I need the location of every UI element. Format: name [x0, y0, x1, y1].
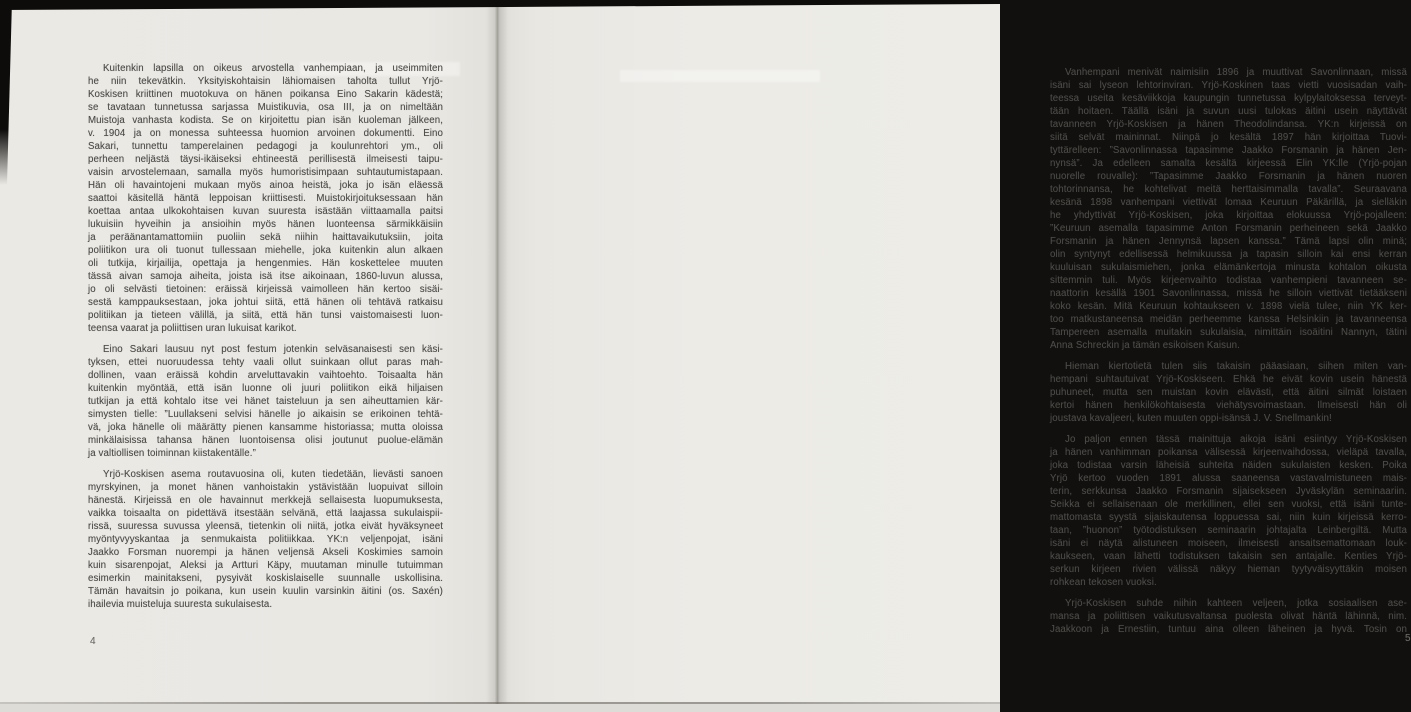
text-line: serkun kirjeen rivien välissä näkyy hieman tyytyväisyyttäkin moisen [1050, 564, 1407, 575]
paragraph [1050, 597, 1407, 636]
text-line: perheen neljästä täysi-ikäiseksi ehtineestä perillisestä ilmeisesti taipu- [88, 154, 443, 165]
text-line: ja peräänantamattomiin puoliin sekä niihin haittavaikutuksiin, joita [88, 232, 443, 243]
text-line: Forsmanin ja hänen Jennynsä lapsen kanssa.” Tämä lapsi olin minä; [1050, 236, 1407, 247]
text-line: tässä aivan samoja aiheita, joista isä itse aikoinaan, 1860-luvun alussa, [88, 271, 443, 282]
text-line: Hieman kiertotietä tulen siis takaisin pääasiaan, siihen miten van- [1065, 361, 1407, 372]
text-line: oli tutkija, kirjailija, opettaja ja hengenmies. Hän koskettelee muuten [88, 258, 443, 269]
paragraph [88, 62, 443, 335]
text-line: Tämän havaitsin jo poikana, kun usein kuulin varsinkin äitini (os. Saxén) [88, 586, 443, 597]
text-line: kuin sisarenpojat, Aleksi ja Artturi Käpy, muutaman minulle tutuimman [88, 560, 443, 571]
right-page-text [1050, 66, 1407, 636]
text-line: mansa ja poliittisen vaikutusvaltansa puolesta olivat häntä lähinnä, nim. [1050, 611, 1407, 622]
text-line: Vanhempani menivät naimisiin 1896 ja muuttivat Savonlinnaan, missä [1065, 67, 1407, 78]
text-line: rissä, suuressa suvussa yleensä, tietenkin oli niitä, jotka eivät hyväksyneet [88, 521, 443, 532]
text-line: tyksen, ettei nuoruudessa tehty vaali ollut suinkaan ollut paras mah- [88, 357, 443, 368]
text-line: tavanneen Yrjö-Koskisen ja hänen Theodolindansa. YK:n kirjeissä on [1050, 119, 1407, 130]
text-line: ja valtiollisen toiminnan kiistakentälle.” [88, 448, 256, 459]
text-line: joustava kavaljeeri, kuten muuten oppi-isänsä J. V. Snellmankin! [1050, 413, 1332, 424]
text-line: he yhdyttivät Yrjö-Koskisen, joka kirjoittaa elokuussa Yrjö-pojalleen: [1050, 210, 1407, 221]
text-line: hempani suhtautuivat Yrjö-Koskiseen. Ehkä he eivät kovin usein hänestä [1050, 374, 1407, 385]
text-line: taan, ”huonon” työtodistuksen seminaarin johtajalta Leinbergiltä. Mutta [1050, 525, 1407, 536]
text-line: isäni ei näytä alistuneen moiseen, ilmeisesti ansaitsemattomaan louk- [1050, 538, 1407, 549]
text-line: Eino Sakari lausuu nyt post festum jotenkin selväsanaisesti sen käsi- [103, 344, 443, 355]
text-line: Yrjö kertoo vuoden 1891 alussa saaneensa vastavalmistuneen mais- [1050, 473, 1407, 484]
text-line: tyttärelleen: ”Savonlinnassa tapasimme Jaakko Forsmanin ja hänen Jen- [1050, 145, 1407, 156]
text-line: vaikka toisaalta on pidettävä itsestään selvänä, että laajassa sukulaispii- [88, 508, 443, 519]
text-line: Seikka ei sellaisenaan ole merkillinen, ellei sen vuoksi, että isäni tunte- [1050, 499, 1407, 510]
text-line: puhuneet, mutta sen muistan kovin elävästi, että äitini silmät loistaen [1050, 387, 1407, 398]
text-line: Hän oli havaintojeni mukaan myös ainoa heistä, joka jo isän eläessä [88, 180, 443, 191]
text-line: vaisin arvostelemaan, samalla myös humoristisimpaan suhtautumistapaan. [88, 167, 443, 178]
text-line: ja hänen vanhimman poikansa välisessä kirjeenvaihdossa, vieläpä tavalla, [1050, 447, 1407, 458]
text-line: naattorin kesällä 1901 Savonlinnassa, missä he silloin viettivät tietääkseni [1050, 288, 1407, 299]
left-page [0, 0, 497, 712]
text-line: tään hoitaen. Täällä isäni ja suvun uusi tulokas äitini usein näyttävät [1050, 106, 1407, 117]
page-number: 5 [1405, 633, 1411, 644]
text-line: sittemmin tuli. Myös kirjeenvaihto todistaa vanhempieni tavanneen se- [1050, 275, 1407, 286]
text-line: terin, serkkunsa Jaakko Forsmanin sijaisekseen Jyväskylän seminaariin. [1050, 486, 1407, 497]
text-line: politiikan ja tieteen välillä, ja siitä, että hän tunsi vaistomaisesti luon- [88, 310, 443, 321]
right-page [497, 0, 1411, 712]
paragraph [1050, 360, 1407, 425]
text-line: he niin tekevätkin. Yksityiskohtaisin lähiomaisen taholta tullut Yrjö- [88, 76, 443, 87]
text-line: Tampereen asemalla muitakin sukulaisia, nimittäin isoäitini Nannyn, tätini [1050, 327, 1407, 338]
text-line: Kuitenkin lapsilla on oikeus arvostella vanhempiaan, ja useimmiten [103, 63, 443, 74]
paragraph [1050, 433, 1407, 589]
text-line: Koskisen kriittinen muotokuva on hänen poikansa Eino Sakarin kädestä; [88, 89, 443, 100]
scan-artifact [620, 70, 820, 82]
book-bottom-edge [0, 702, 1000, 704]
text-line: nynsä”. Ja edelleen samalta kesältä kirjeessä Elin YK:lle (Yrjö-pojan [1050, 158, 1407, 169]
text-line: siitä selvät maininnat. Niinpä jo kesältä 1897 hän kirjoittaa Tuovi- [1050, 132, 1407, 143]
text-line: kuuluisan sukulaismiehen, jonka elämänkertoja minusta kohtalon oikusta [1050, 262, 1407, 273]
text-line: saattoi käsitellä häntä leppoisan kriittisesti. Muistokirjoituksessaan hän [88, 193, 443, 204]
text-line: isäni sai lyseon lehtorinviran. Yrjö-Koskinen taas vietti vuosisadan vaih- [1050, 80, 1407, 91]
text-line: nuorelle rouvalle): ”Tapasimme Jaakko Forsmanin ja hänen nuoren [1050, 171, 1407, 182]
book-gutter-shadow [486, 0, 508, 712]
text-line: kesänä 1898 vanhempani viettivät lomaa Keuruun Päkärillä, ja sielläkin [1050, 197, 1407, 208]
text-line: Muistoja vanhasta kodista. Se on kirjoitettu pian isän kuoleman jälkeen, [88, 115, 443, 126]
text-line: kuitenkin myöntää, että isän luonne oli juuri poliitikon eikä hiljaisen [88, 383, 443, 394]
text-line: tohtorinnansa, he kohtelivat meitä herttaisimmalla tavalla”. Seuraavana [1050, 184, 1407, 195]
text-line: joka todistaa varsin läheisiä suhteita näiden sukulaisten kesken. Poika [1050, 460, 1407, 471]
text-line: Jo paljon ennen tässä mainittuja aikoja isäni esiintyy Yrjö-Koskisen [1065, 434, 1407, 445]
text-line: se tavataan tunnetussa sarjassa Muistikuvia, osa III, ja on nimeltään [88, 102, 443, 113]
scan-bottom-surface [0, 704, 1000, 712]
text-line: too matkustaneensa meidän perheemme kanssa Helsinkiin ja tavanneensa [1050, 314, 1407, 325]
text-line: Jaakkoon ja Ernestiin, tuntuu aina olleen läheinen ja hyvä. Tosin on [1050, 624, 1407, 635]
text-line: Yrjö-Koskisen suhde niihin kahteen veljeen, jotka sosiaalisen ase- [1065, 598, 1407, 609]
text-line: v. 1904 ja on monessa suhteessa huomion arvoinen dokumentti. Eino [88, 128, 443, 139]
text-line: tutkijan ja että kohtalo itse vei hänet taisteluun ja sen aiheuttamien kär- [88, 396, 443, 407]
text-line: rohkean tekosen vuoksi. [1050, 577, 1157, 588]
text-line: minkälaisissa tahansa hänen luontoisensa olisi joutunut puolue-elämän [88, 435, 443, 446]
paragraph [88, 343, 443, 460]
text-line: hänestä. Kirjeissä en ole havainnut merkkejä sellaisesta luopumuksesta, [88, 495, 443, 506]
text-line: ihailevia muisteluja suuresta sukulaisesta. [88, 599, 273, 610]
text-line: kertoi hänen henkilökohtaisesta viehätysvoimastaan. Ilmeisesti hän oli [1050, 400, 1407, 411]
text-line: koko kesän. Mitä Keuruun kohtaukseen v. 1898 vielä tulee, niin YK ker- [1050, 301, 1407, 312]
text-line: Sakari, tunnettu tamperelainen pedagogi ja koulunrehtori ym., oli [88, 141, 443, 152]
text-line: teensa vaarat ja poliittisen uran lukuisat karikot. [88, 323, 297, 334]
text-line: vä, joka hänelle oli määrätty pienen kansamme historiassa; mutta oloissa [88, 422, 443, 433]
text-line: koettaa antaa ulkokohtaisen kuvan suuresta isästään viittaamalla paitsi [88, 206, 443, 217]
text-line: poliitikon ura oli tuonut tullessaan miehelle, joka kuitenkin alun alkaen [88, 245, 443, 256]
text-line: esimerkin mainitakseni, pysyivät koskislaiselle suunnalle uskollisina. [88, 573, 443, 584]
paragraph [1050, 66, 1407, 352]
text-line: lukuisiin hyveihin ja ansioihin myös hänen luonteensa särmikkäisiin [88, 219, 443, 230]
text-line: dollinen, vaan eräissä kohdin arveluttavakin vaihtoehto. Toisaalta hän [88, 370, 443, 381]
text-line: teessa useita kesäviikkoja kaupungin tunnetussa kylpylaitoksessa terveyt- [1050, 93, 1407, 104]
left-page-text [88, 62, 443, 611]
text-line: Jaakko Forsman nuorempi ja hänen veljensä Akseli Koskimies samoin [88, 547, 443, 558]
paragraph [88, 468, 443, 611]
text-line: Anna Schreckin ja tämän esikoisen Kaisun. [1050, 340, 1240, 351]
text-line: jo oli selvästi tietoinen: eräissä kirjeissä vaimolleen hän kertoo sisäi- [88, 284, 443, 295]
text-line: Yrjö-Koskisen asema routavuosina oli, kuten tiedetään, lievästi sanoen [103, 469, 443, 480]
text-line: myrskyinen, ja monet hänen vanhoistakin ystävistään luopuivat silloin [88, 482, 443, 493]
text-line: ”Keuruun asemalla tapasimme Anton Forsmanin perheineen sekä Jaakko [1050, 223, 1407, 234]
text-line: myöntyvyyskantaa ja senmukaista politiikkaa. YK:n veljenpojat, isäni [88, 534, 443, 545]
text-line: simysten tielle: ”Luullakseni selvisi hänelle jo aikaisin se erikoinen tehtä- [88, 409, 443, 420]
text-line: mattomasta syystä sijaiskautensa loppuessa sai, niin kuin kirjeissä kerro- [1050, 512, 1407, 523]
page-number: 4 [90, 636, 96, 647]
text-line: olin syntynyt edellisessä helmikuussa ja tapasin silloin kai ensi kerran [1050, 249, 1407, 260]
text-line: sestä kamppauksestaan, joka johtui siitä, että hänen oli tehtävä ratkaisu [88, 297, 443, 308]
text-line: kaukseen, vaan lähetti todistuksen takaisin sen antajalle. Kenties Yrjö- [1050, 551, 1407, 562]
